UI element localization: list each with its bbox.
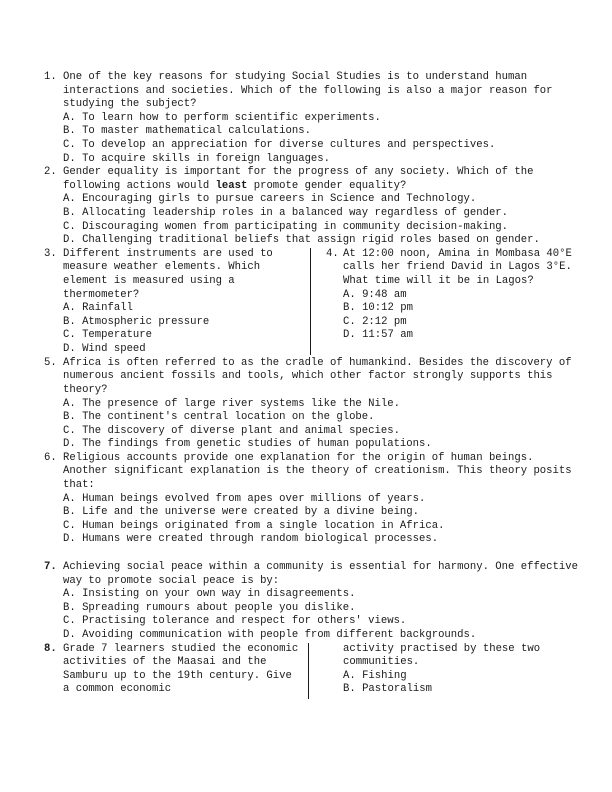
question-8-left: [44, 642, 301, 697]
exam-page: [0, 71, 612, 703]
question-text-end: promote gender equality?: [247, 179, 407, 192]
option-c: C. To develop an appreciation for diverse cultures and perspectives.: [63, 138, 496, 151]
option-d: D. Avoiding communication with people from different backgrounds.: [63, 629, 477, 641]
option-b: B. Allocating leadership roles in a balanced way regardless of gender.: [63, 206, 509, 219]
question-7: [0, 561, 580, 643]
question-text: At 12:00 noon, Amina in Mombasa 40°E calls her friend David in Lagos 3°E. What time will it be in Lagos?: [343, 247, 572, 287]
question-text: Different instruments are used to measure weather elements. Which element is measured using a thermometer?: [63, 247, 273, 301]
question-number: 2.: [44, 166, 57, 179]
option-d: D. 11:57 am: [343, 329, 413, 342]
question-6: [0, 452, 580, 547]
question-8-right: [343, 643, 583, 697]
question-number: 3.: [44, 247, 57, 260]
option-a: A. Insisting on your own way in disagreements.: [63, 588, 356, 601]
question-text: [63, 166, 580, 193]
spacer: [0, 547, 612, 561]
question-text: Achieving social peace within a community is essential for harmony. One effective way to promote social peace is by:: [63, 561, 578, 587]
option-b: B. The continent's central location on the globe.: [63, 411, 375, 424]
question-number: 6.: [44, 451, 57, 464]
option-a: A. Fishing: [343, 669, 407, 682]
question-number: 1.: [44, 71, 57, 83]
option-a: A. The presence of large river systems like the Nile.: [63, 397, 400, 410]
option-b: B. To master mathematical calculations.: [63, 125, 311, 138]
option-c: C. Temperature: [63, 329, 153, 342]
question-text: Religious accounts provide one explanation for the origin of human beings. Another significant explanation is the theory of creationism. This theory posits that:: [63, 451, 572, 492]
question-5: [0, 357, 580, 452]
question-number: 8.: [44, 642, 57, 655]
question-8-row: [0, 643, 612, 703]
question-2: [0, 166, 580, 248]
question-1: [0, 71, 580, 166]
emphasis-least: least: [215, 179, 248, 192]
option-d: D. Challenging traditional beliefs that assign rigid roles based on gender.: [63, 234, 540, 247]
option-b: B. Spreading rumours about people you dislike.: [63, 601, 356, 614]
option-b: B. Life and the universe were created by a divine being.: [63, 506, 420, 519]
option-a: A. To learn how to perform scientific experiments.: [63, 111, 381, 124]
option-b: B. 10:12 pm: [343, 302, 413, 315]
question-text-start: Gender equality is important for the progress of any society. Which of the following actions would: [63, 166, 534, 192]
question-number: 7.: [44, 561, 57, 574]
question-number: 5.: [44, 356, 57, 369]
question-3: [44, 247, 308, 357]
question-text: Africa is often referred to as the cradle of humankind. Besides the discovery of numerous ancient fossils and tools, which other factor strongly supports this theory?: [63, 356, 572, 396]
option-c: C. Human beings originated from a single location in Africa.: [63, 519, 445, 532]
question-text: One of the key reasons for studying Social Studies is to understand human interactions and societies. Which of the following is also a major reason for studying the subject?: [63, 71, 553, 111]
option-d: D. Humans were created through random biological processes.: [63, 533, 439, 546]
option-a: A. 9:48 am: [343, 288, 407, 301]
option-d: D. To acquire skills in foreign languages.: [63, 152, 331, 165]
question-text: Grade 7 learners studied the economic activities of the Maasai and the Samburu up to the 19th century. Give a common economic: [63, 642, 299, 696]
option-c: C. Discouraging women from participating in community decision-making.: [63, 220, 509, 233]
question-4: [326, 247, 578, 343]
column-divider: [310, 248, 311, 355]
option-a: A. Human beings evolved from apes over millions of years.: [63, 492, 426, 505]
option-d: D. The findings from genetic studies of human populations.: [63, 438, 432, 451]
question-number: 4.: [326, 247, 339, 260]
option-b: B. Atmospheric pressure: [63, 315, 210, 328]
option-c: C. 2:12 pm: [343, 315, 407, 328]
questions-3-4-row: [0, 248, 612, 357]
option-a: A. Encouraging girls to pursue careers in Science and Technology.: [63, 193, 477, 206]
option-d: D. Wind speed: [63, 342, 146, 355]
option-b: B. Pastoralism: [343, 683, 433, 696]
column-divider: [308, 643, 309, 699]
question-text-continued: activity practised by these two communities.: [343, 642, 541, 669]
option-c: C. The discovery of diverse plant and animal species.: [63, 424, 400, 437]
option-c: C. Practising tolerance and respect for others' views.: [63, 615, 407, 628]
option-a: A. Rainfall: [63, 302, 133, 315]
